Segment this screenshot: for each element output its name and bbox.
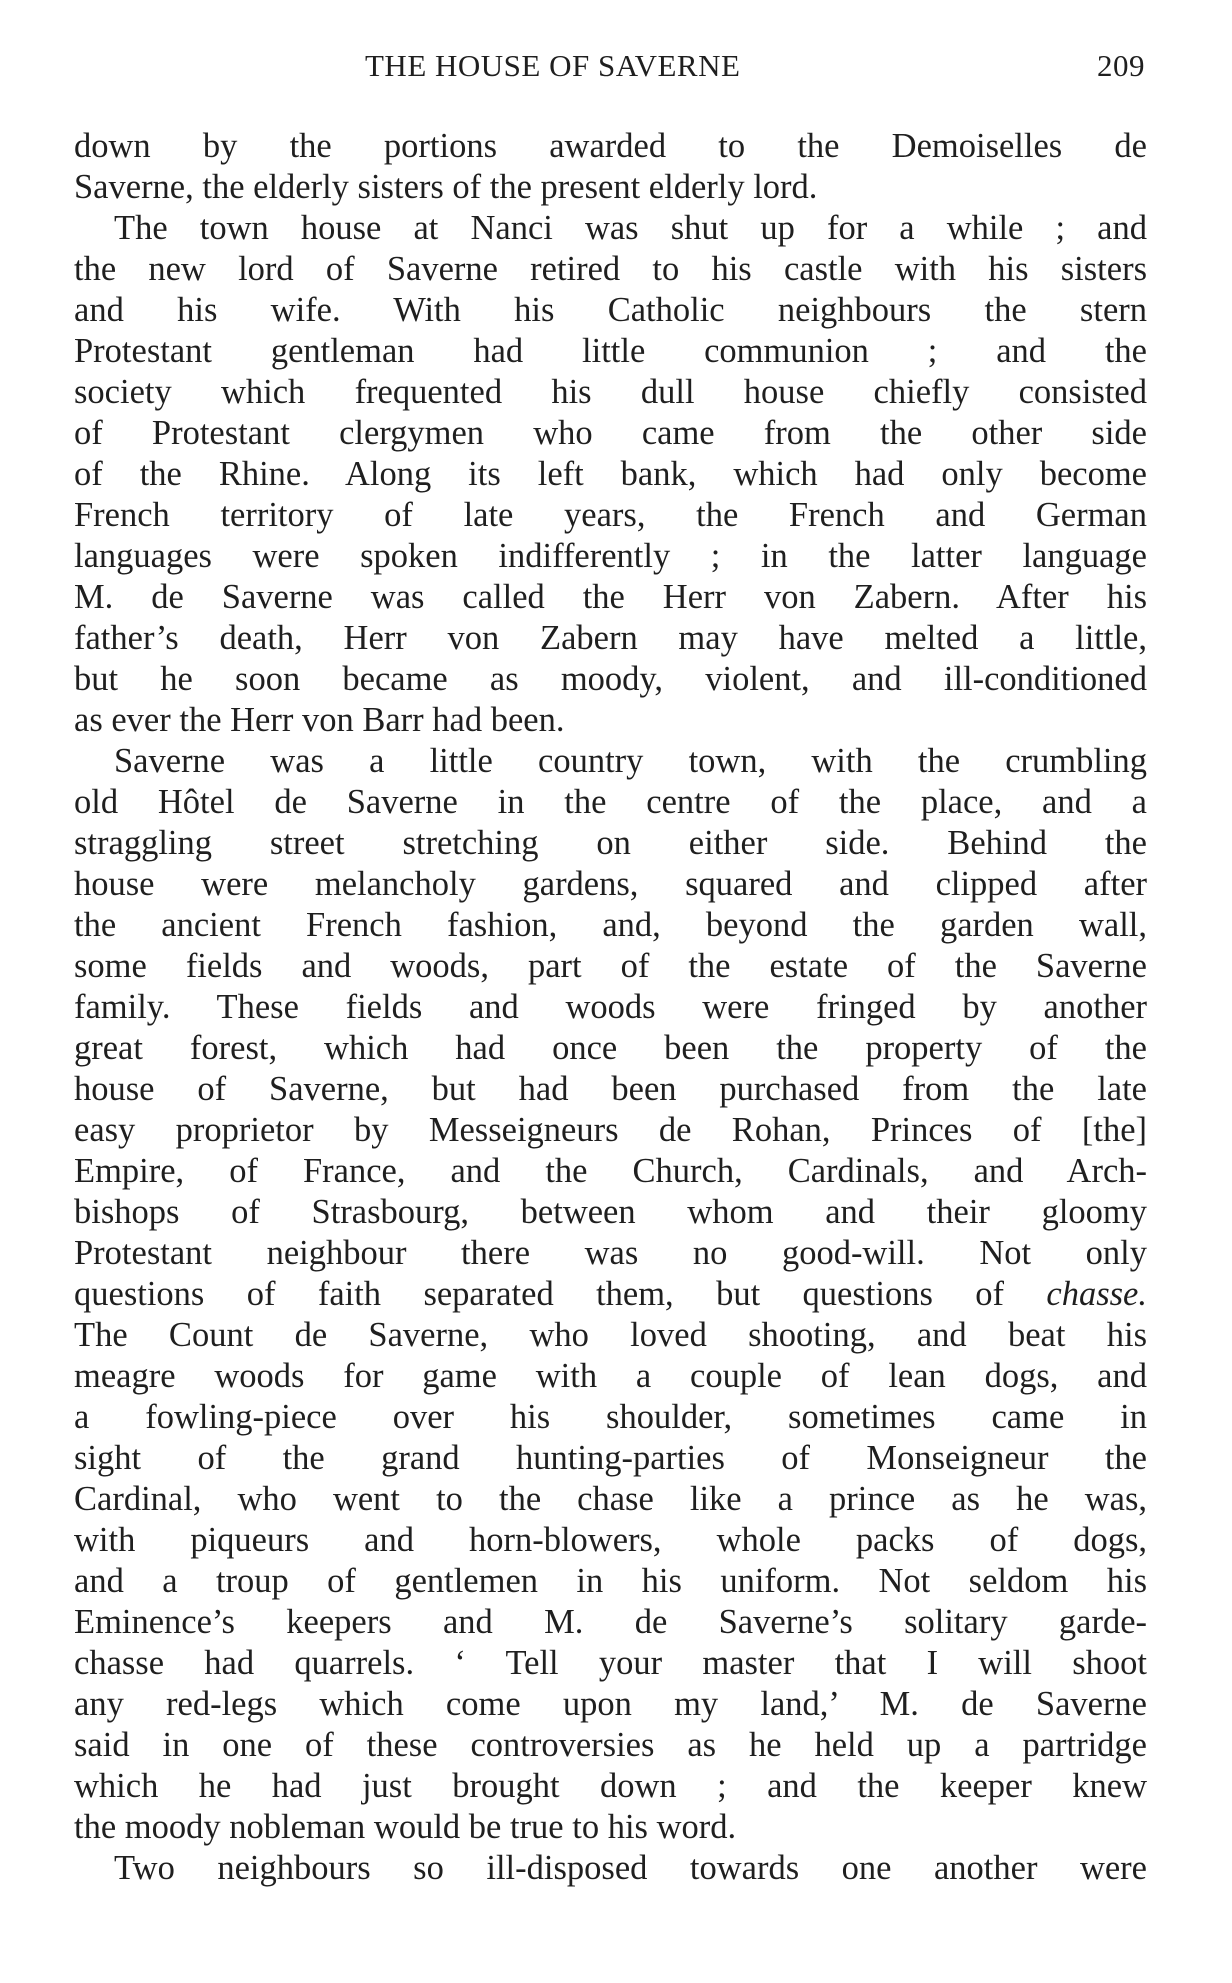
- text-line: easy proprietor by Messeigneurs de Rohan, Princes of [the]: [74, 1111, 1147, 1149]
- text-line: languages were spoken indifferently ; in the latter language: [74, 537, 1147, 575]
- text-line: M. de Saverne was called the Herr von Zabern. After his: [74, 578, 1147, 616]
- text-line: house of Saverne, but had been purchased from the late: [74, 1070, 1147, 1108]
- text-line: meagre woods for game with a couple of lean dogs, and: [74, 1357, 1147, 1395]
- text-line: the moody nobleman would be true to his word.: [74, 1808, 737, 1846]
- text-line: questions of faith separated them, but questions of chasse.: [74, 1275, 1147, 1313]
- text-line: great forest, which had once been the property of the: [74, 1029, 1147, 1067]
- text-line: family. These fields and woods were fringed by another: [74, 988, 1147, 1026]
- text-line: Eminence’s keepers and M. de Saverne’s solitary garde-: [74, 1603, 1147, 1641]
- text-line: father’s death, Herr von Zabern may have melted a little,: [74, 619, 1147, 657]
- text-line: Cardinal, who went to the chase like a prince as he was,: [74, 1480, 1147, 1518]
- page-number: 209: [1097, 48, 1145, 83]
- text-line: The town house at Nanci was shut up for a while ; and: [114, 209, 1147, 247]
- text-line: sight of the grand hunting-parties of Monseigneur the: [74, 1439, 1147, 1477]
- text-line: the new lord of Saverne retired to his castle with his sisters: [74, 250, 1147, 288]
- text-line: The Count de Saverne, who loved shooting, and beat his: [74, 1316, 1147, 1354]
- text-line: straggling street stretching on either side. Behind the: [74, 824, 1147, 862]
- text-line: of the Rhine. Along its left bank, which had only become: [74, 455, 1147, 493]
- text-line: any red-legs which come upon my land,’ M. de Saverne: [74, 1685, 1147, 1723]
- text-line: house were melancholy gardens, squared and clipped after: [74, 865, 1147, 903]
- text-line: Saverne, the elderly sisters of the present elderly lord.: [74, 168, 818, 206]
- running-head: [0, 48, 1145, 88]
- text-line: with piqueurs and horn-blowers, whole packs of dogs,: [74, 1521, 1147, 1559]
- body-text: [74, 126, 1147, 1889]
- text-line: of Protestant clergymen who came from the other side: [74, 414, 1147, 452]
- text-line: and his wife. With his Catholic neighbours the stern: [74, 291, 1147, 329]
- text-line: Saverne was a little country town, with the crumbling: [114, 742, 1147, 780]
- text-line: old Hôtel de Saverne in the centre of the place, and a: [74, 783, 1147, 821]
- text-line: some fields and woods, part of the estate of the Saverne: [74, 947, 1147, 985]
- text-line: which he had just brought down ; and the keeper knew: [74, 1767, 1147, 1805]
- text-line: society which frequented his dull house chiefly consisted: [74, 373, 1147, 411]
- text-line: a fowling-piece over his shoulder, sometimes came in: [74, 1398, 1147, 1436]
- text-line: but he soon became as moody, violent, and ill-conditioned: [74, 660, 1147, 698]
- text-line: Two neighbours so ill-disposed towards one another were: [114, 1849, 1147, 1887]
- running-title: THE HOUSE OF SAVERNE: [365, 48, 741, 83]
- text-line: French territory of late years, the French and German: [74, 496, 1147, 534]
- text-line: Empire, of France, and the Church, Cardinals, and Arch-: [74, 1152, 1147, 1190]
- text-line: the ancient French fashion, and, beyond the garden wall,: [74, 906, 1147, 944]
- text-line: said in one of these controversies as he held up a partridge: [74, 1726, 1147, 1764]
- text-line: and a troup of gentlemen in his uniform. Not seldom his: [74, 1562, 1147, 1600]
- text-line: bishops of Strasbourg, between whom and their gloomy: [74, 1193, 1147, 1231]
- text-line: Protestant gentleman had little communion ; and the: [74, 332, 1147, 370]
- text-line: down by the portions awarded to the Demoiselles de: [74, 127, 1147, 165]
- text-line: chasse had quarrels. ‘ Tell your master that I will shoot: [74, 1644, 1147, 1682]
- text-line: Protestant neighbour there was no good-will. Not only: [74, 1234, 1147, 1272]
- text-line: as ever the Herr von Barr had been.: [74, 701, 565, 739]
